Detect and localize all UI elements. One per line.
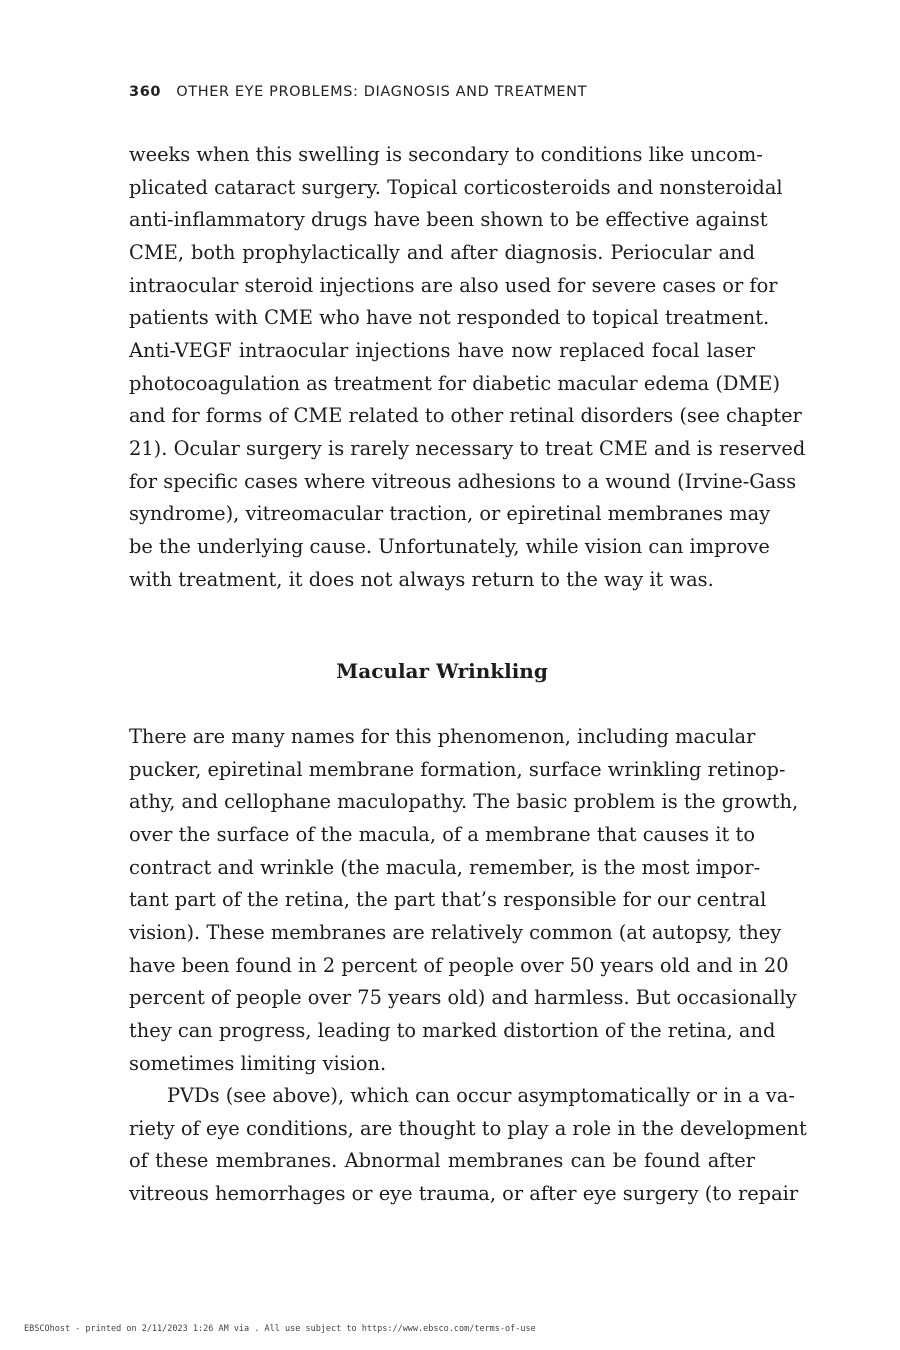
text-line: CME, both prophylactically and after diagnosis. Periocular and [129, 240, 755, 264]
text-line: they can progress, leading to marked distortion of the retina, and [129, 1018, 776, 1042]
text-line: vitreous hemorrhages or eye trauma, or after eye surgery (to repair [129, 1181, 799, 1205]
text-line: sometimes limiting vision. [129, 1051, 387, 1075]
text-line: tant part of the retina, the part that’s responsible for our central [129, 888, 767, 912]
section-heading: Macular Wrinkling [336, 659, 548, 683]
text-line: PVDs (see above), which can occur asymptomatically or in a va- [167, 1084, 795, 1107]
text-line: over the surface of the macula, of a membrane that causes it to [129, 822, 755, 846]
text-line: be the underlying cause. Unfortunately, while vision can improve [129, 534, 770, 558]
running-title: OTHER EYE PROBLEMS: DIAGNOSIS AND TREATMENT [176, 84, 588, 100]
text-line: syndrome), vitreomacular traction, or epiretinal membranes may [129, 502, 771, 526]
text-line: with treatment, it does not always return to the way it was. [129, 567, 714, 591]
text-line: intraocular steroid injections are also used for severe cases or for [129, 273, 778, 297]
text-line: photocoagulation as treatment for diabetic macular edema (DME) [129, 371, 781, 395]
body-paragraph-cme-treatment [129, 139, 806, 596]
text-line: plicated cataract surgery. Topical corticosteroids and nonsteroidal [129, 175, 783, 199]
print-footer: EBSCOhost - printed on 2/11/2023 1:26 AM via . All use subject to https://www.ebsco.com/terms-of-use [24, 1324, 536, 1334]
text-line: riety of eye conditions, are thought to play a role in the development [129, 1116, 807, 1140]
body-paragraph-pvds [129, 1080, 807, 1211]
text-line: Anti-VEGF intraocular injections have now replaced focal laser [129, 338, 755, 362]
text-line: and for forms of CME related to other retinal disorders (see chapter [129, 404, 802, 428]
text-line: for specific cases where vitreous adhesions to a wound (Irvine-Gass [129, 469, 797, 493]
text-line: contract and wrinkle (the macula, remember, is the most impor- [129, 855, 761, 879]
text-line: anti-inflammatory drugs have been shown to be effective against [129, 208, 768, 232]
text-line: percent of people over 75 years old) and harmless. But occasionally [129, 986, 797, 1010]
text-line: 21). Ocular surgery is rarely necessary to treat CME and is reserved [129, 436, 806, 460]
text-line: There are many names for this phenomenon, including macular [129, 725, 756, 748]
text-line: vision). These membranes are relatively common (at autopsy, they [129, 920, 782, 944]
text-line: of these membranes. Abnormal membranes can be found after [129, 1149, 755, 1173]
text-line: athy, and cellophane maculopathy. The basic problem is the growth, [129, 790, 799, 814]
body-paragraph-macular-wrinkling [129, 721, 799, 1080]
page-number: 360 [129, 84, 162, 100]
running-header [129, 84, 587, 100]
text-line: have been found in 2 percent of people over 50 years old and in 20 [129, 953, 789, 977]
text-line: weeks when this swelling is secondary to conditions like uncom- [129, 143, 763, 166]
text-line: patients with CME who have not responded to topical treatment. [129, 306, 770, 330]
text-line: pucker, epiretinal membrane formation, surface wrinkling retinop- [129, 757, 786, 781]
